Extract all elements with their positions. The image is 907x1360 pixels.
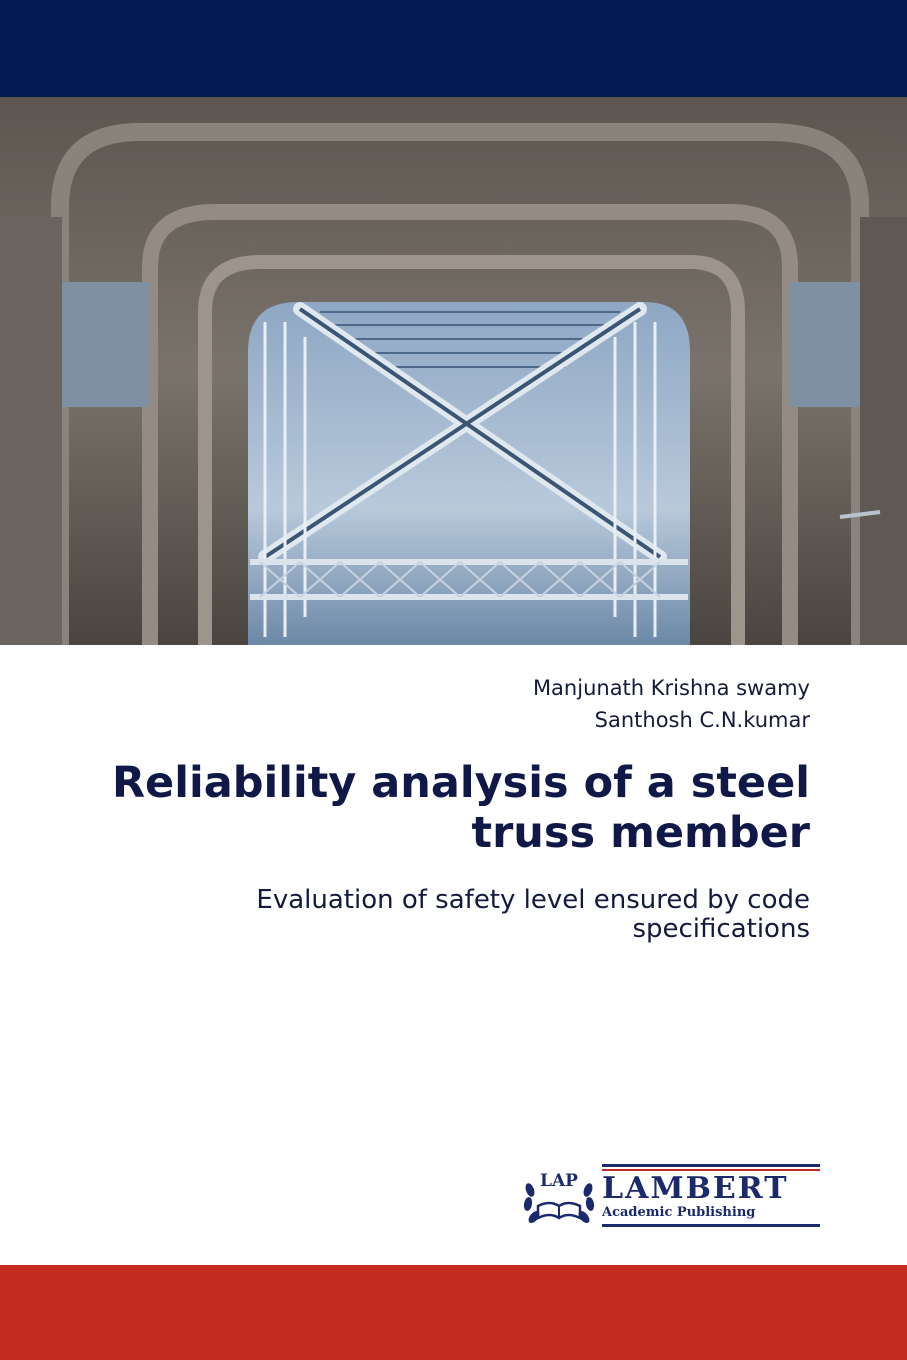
logo-rule xyxy=(602,1164,820,1167)
cover-photo xyxy=(0,97,907,645)
author-name: Santhosh C.N.kumar xyxy=(594,708,810,732)
bridge-underside-photo xyxy=(0,97,907,645)
authors xyxy=(533,672,810,736)
book-title: Reliability analysis of a steel truss member xyxy=(111,758,810,858)
bottom-color-band xyxy=(0,1265,907,1360)
publisher-tagline: Academic Publishing xyxy=(602,1205,756,1220)
book-subtitle: Evaluation of safety level ensured by code specifications xyxy=(256,885,810,944)
author-name: Manjunath Krishna swamy xyxy=(532,676,810,700)
top-color-band xyxy=(0,0,907,97)
publisher-wordmark xyxy=(602,1164,820,1227)
laurel-book-icon xyxy=(520,1160,598,1230)
logo-rule xyxy=(602,1224,820,1227)
publisher-logo xyxy=(520,1160,820,1230)
emblem-text: LAP xyxy=(540,1171,578,1191)
publisher-name: LAMBERT xyxy=(602,1171,789,1206)
